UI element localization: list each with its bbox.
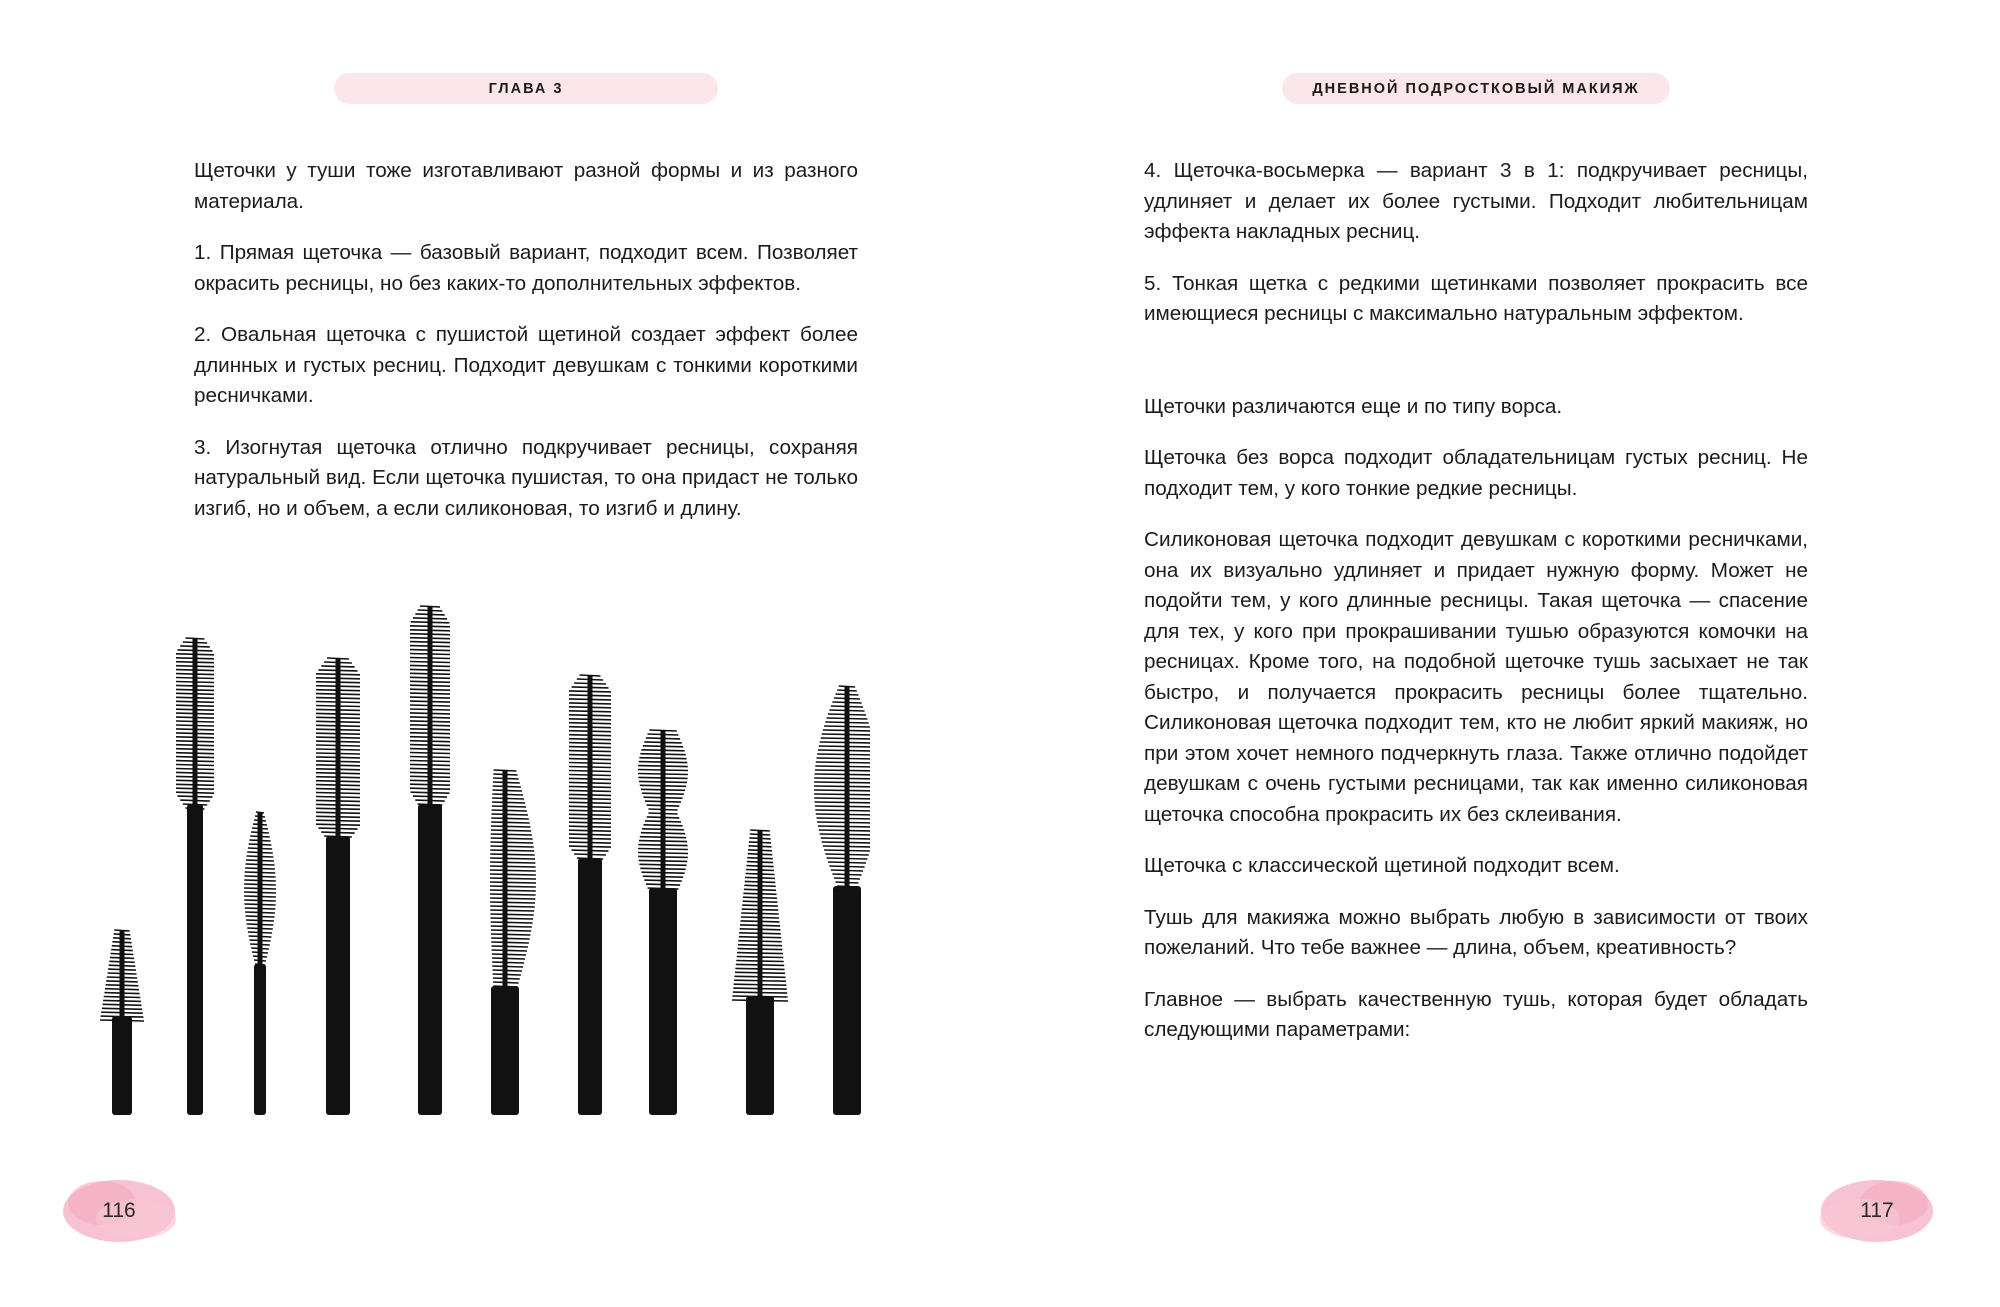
page-number: 117: [1860, 1199, 1894, 1222]
mascara-wand-icon: [490, 770, 536, 1115]
mascara-wand-icon: [569, 675, 611, 1115]
paragraph: 1. Прямая щеточка — базовый вариант, подходит всем. Позволяет окрасить ресницы, но без каких-то дополнительных эффектов.: [194, 241, 858, 295]
wand-stem: [491, 986, 519, 1115]
mascara-wand-icon: [100, 930, 144, 1115]
wand-stem: [187, 804, 203, 1115]
mascara-wand-icon: [176, 638, 214, 1115]
wand-bristles: [316, 658, 360, 841]
paragraph: Главное — выбрать качественную тушь, которая будет обладать следующими параметрами:: [1144, 987, 1808, 1041]
page-number: 116: [102, 1199, 136, 1222]
paragraph: 4. Щеточка-восьмерка — вариант 3 в 1: подкручивает ресницы, удлиняет и делает их более густыми. Подходит любительницам эффекта накладных ресниц.: [1144, 159, 1808, 243]
page-number-badge: [1812, 1173, 1942, 1249]
mascara-wand-icon: [638, 730, 688, 1115]
wand-stem: [418, 804, 442, 1115]
paragraph: Силиконовая щеточка подходит девушкам с короткими ресничками, она их визуально удлиняет и придает нужную форму. Может не подойти тем, у кого длинные ресницы. Такая щеточка — спасение для тех, у кого при прокрашивании тушью образуются комочки на ресницах. Кроме того, на подобной щеточке тушь засыхает не так быстро, и получается прокрасить ресницы более тщательно. Силиконовая щеточка подходит тем, кто не любит яркий макияж, но при этом хочет немного подчеркнуть глаза. Также отлично подойдет девушкам с очень густыми ресницами, так как именно силиконовая щеточка способна прокрасить их без склеивания.: [1144, 528, 1808, 826]
paragraph: Тушь для макияжа можно выбрать любую в зависимости от твоих пожеланий. Что тебе важнее — длина, объем, креативность?: [1144, 905, 1808, 959]
right-page: [1000, 0, 2000, 1307]
mascara-wand-icon: [814, 686, 870, 1115]
wand-stem: [326, 836, 350, 1115]
mascara-wand-icon: [732, 830, 788, 1115]
wand-stem: [254, 964, 266, 1115]
mascara-wand-icon: [316, 658, 360, 1115]
page-number-badge: [54, 1173, 184, 1249]
left-text-block: [194, 156, 858, 545]
right-text-block: [1144, 156, 1808, 1067]
section-header: ДНЕВНОЙ ПОДРОСТКОВЫЙ МАКИЯЖ: [1282, 73, 1670, 104]
paragraph: 3. Изогнутая щеточка отлично подкручивает ресницы, сохраняя натуральный вид. Если щеточка пушистая, то она придаст не только изгиб, но и объем, а если силиконовая, то изгиб и длину.: [194, 435, 858, 520]
paragraph: 2. Овальная щеточка с пушистой щетиной создает эффект более длинных и густых ресниц. Подходит девушкам с тонкими короткими ресничками.: [194, 323, 858, 407]
wand-stem: [833, 886, 861, 1115]
chapter-header: ГЛАВА 3: [334, 73, 718, 104]
paragraph: Щеточки у туши тоже изготавливают разной формы и из разного материала.: [194, 159, 858, 213]
paragraph: Щеточка с классической щетиной подходит всем.: [1144, 854, 1620, 877]
mascara-brushes-illustration: [100, 590, 870, 1115]
wand-stem: [649, 888, 677, 1115]
wand-stem: [112, 1016, 132, 1115]
mascara-wand-icon: [244, 812, 276, 1115]
wand-bristles: [490, 770, 536, 991]
wand-stem: [746, 996, 774, 1115]
mascara-wand-icon: [410, 606, 450, 1115]
mascara-brushes-image: [100, 590, 870, 1115]
paragraph: Щеточка без ворса подходит обладательницам густых ресниц. Не подходит тем, у кого тонкие редкие ресницы.: [1144, 446, 1808, 500]
paragraph: 5. Тонкая щетка с редкими щетинками позволяет прокрасить все имеющиеся ресницы с максимально натуральным эффектом.: [1144, 271, 1808, 325]
wand-bristles: [814, 686, 870, 891]
paragraph: Щеточки различаются еще и по типу ворса.: [1144, 394, 1563, 418]
wand-stem: [578, 858, 602, 1115]
